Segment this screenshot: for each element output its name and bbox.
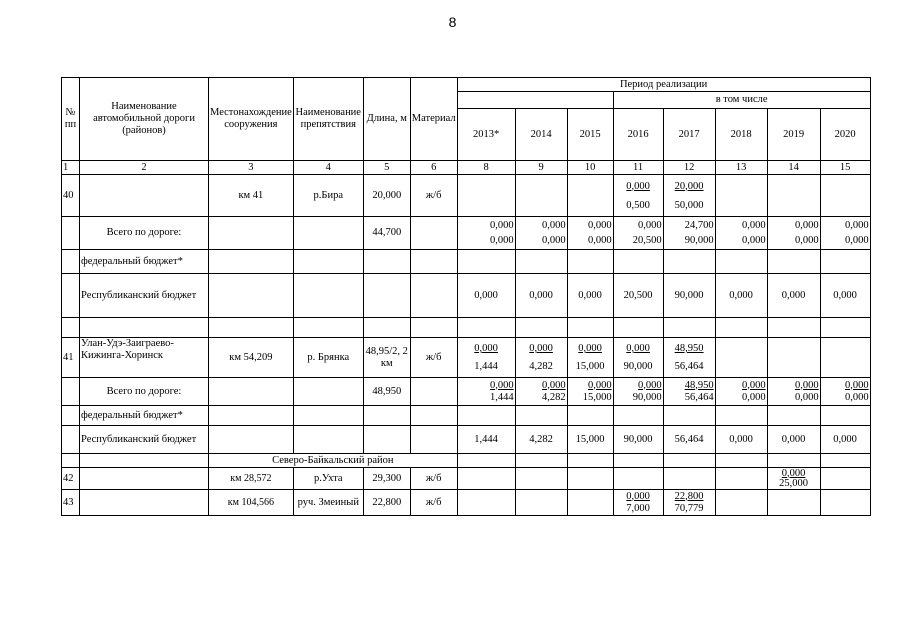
value-cell bbox=[567, 378, 613, 406]
value-cell: 0,000 bbox=[515, 274, 567, 318]
value-cell bbox=[663, 490, 715, 516]
material: ж/б bbox=[410, 490, 457, 516]
value-bottom: 0,000 bbox=[489, 235, 514, 246]
value-bottom: 90,000 bbox=[623, 361, 653, 372]
header-year: 2014 bbox=[515, 109, 567, 161]
value-top: 0,000 bbox=[489, 220, 514, 231]
value-cell bbox=[457, 378, 515, 406]
empty-cell bbox=[363, 426, 410, 454]
empty-cell bbox=[613, 406, 663, 426]
row-num bbox=[62, 406, 80, 426]
header-year: 2019 bbox=[767, 109, 820, 161]
empty-cell bbox=[209, 378, 294, 406]
col-number: 6 bbox=[410, 161, 457, 175]
empty-cell bbox=[767, 490, 820, 516]
value-cell bbox=[613, 175, 663, 217]
value-top: 0,000 bbox=[844, 379, 869, 391]
value-top: 48,950 bbox=[674, 343, 704, 354]
empty-cell bbox=[567, 468, 613, 490]
header-year: 2018 bbox=[715, 109, 767, 161]
row-num bbox=[62, 426, 80, 454]
value-top: 0,000 bbox=[626, 490, 650, 502]
col-number: 14 bbox=[767, 161, 820, 175]
empty-cell bbox=[820, 454, 870, 468]
empty-cell bbox=[410, 318, 457, 338]
col-number: 13 bbox=[715, 161, 767, 175]
value-bottom: 4,282 bbox=[541, 391, 566, 403]
value-cell: 0,000 bbox=[767, 274, 820, 318]
material: ж/б bbox=[410, 175, 457, 217]
empty-cell bbox=[209, 318, 294, 338]
value-top: 20,000 bbox=[674, 180, 704, 192]
realization-table bbox=[61, 77, 871, 516]
empty-cell bbox=[820, 338, 870, 378]
table-row bbox=[62, 338, 871, 378]
empty-cell bbox=[767, 338, 820, 378]
road-name bbox=[80, 490, 209, 516]
empty-cell bbox=[363, 318, 410, 338]
col-number: 2 bbox=[80, 161, 209, 175]
value-top: 0,000 bbox=[637, 379, 662, 391]
material: ж/б bbox=[410, 338, 457, 378]
value-top: 0,000 bbox=[844, 220, 869, 231]
empty-cell bbox=[209, 274, 294, 318]
row-num: 43 bbox=[62, 490, 80, 516]
value-bottom: 0,000 bbox=[587, 235, 612, 246]
empty-cell bbox=[410, 406, 457, 426]
empty-cell bbox=[293, 274, 363, 318]
value-cell bbox=[567, 175, 613, 217]
empty-cell bbox=[80, 454, 209, 468]
empty-cell bbox=[663, 468, 715, 490]
value-bottom: 56,464 bbox=[674, 361, 704, 372]
header-period: Период реализации bbox=[457, 78, 870, 92]
value-bottom: 7,000 bbox=[626, 502, 650, 514]
empty-cell bbox=[515, 454, 567, 468]
empty-cell bbox=[363, 274, 410, 318]
material: ж/б bbox=[410, 468, 457, 490]
empty-cell bbox=[62, 454, 80, 468]
republic-budget-label: Республиканский бюджет bbox=[80, 274, 209, 318]
empty-cell bbox=[410, 426, 457, 454]
empty-cell bbox=[767, 454, 820, 468]
value-top: 0,000 bbox=[587, 379, 612, 391]
value-cell bbox=[820, 217, 870, 250]
empty-cell bbox=[715, 490, 767, 516]
empty-cell bbox=[80, 318, 209, 338]
column-number-row bbox=[62, 161, 871, 175]
value-bottom: 1,444 bbox=[474, 361, 498, 372]
empty-cell bbox=[457, 318, 515, 338]
value-top: 0,000 bbox=[474, 343, 498, 354]
col-number: 5 bbox=[363, 161, 410, 175]
empty-cell bbox=[209, 250, 294, 274]
header-road-name: Наименование автомобильной дороги (районов) bbox=[80, 78, 209, 161]
value-bottom: 0,000 bbox=[541, 235, 566, 246]
header-year: 2015 bbox=[567, 109, 613, 161]
value-top: 0,000 bbox=[541, 220, 566, 231]
header-year: 2020 bbox=[820, 109, 870, 161]
obstacle: р.Ухта bbox=[293, 468, 363, 490]
value-cell: 1,444 bbox=[457, 426, 515, 454]
row-num: 42 bbox=[62, 468, 80, 490]
empty-cell bbox=[715, 318, 767, 338]
empty-cell bbox=[457, 454, 515, 468]
header-empty bbox=[457, 92, 613, 109]
total-label: Всего по дороге: bbox=[80, 217, 209, 250]
empty-cell bbox=[567, 318, 613, 338]
value-bottom: 0,000 bbox=[844, 391, 869, 403]
value-cell: 0,000 bbox=[567, 274, 613, 318]
value-cell bbox=[663, 175, 715, 217]
row-num bbox=[62, 378, 80, 406]
empty-cell bbox=[613, 468, 663, 490]
value-cell bbox=[613, 217, 663, 250]
value-top: 24,700 bbox=[684, 220, 714, 231]
district-label: Северо-Байкальский район bbox=[209, 454, 458, 468]
value-bottom: 70,779 bbox=[674, 502, 704, 514]
empty-cell bbox=[567, 250, 613, 274]
empty-cell bbox=[820, 318, 870, 338]
value-bottom: 1,444 bbox=[489, 391, 514, 403]
value-cell bbox=[820, 175, 870, 217]
value-bottom: 0,500 bbox=[626, 199, 650, 211]
empty-cell bbox=[293, 318, 363, 338]
empty-cell bbox=[62, 318, 80, 338]
value-cell bbox=[715, 175, 767, 217]
value-bottom: 0,000 bbox=[844, 235, 869, 246]
road-name: Улан-Удэ-Заиграево-Кижинга-Хоринск bbox=[80, 338, 209, 378]
header-year: 2016 bbox=[613, 109, 663, 161]
value-cell bbox=[767, 175, 820, 217]
total-label: Всего по дороге: bbox=[80, 378, 209, 406]
location: км 28,572 bbox=[209, 468, 294, 490]
row-num: 41 bbox=[62, 338, 80, 378]
header-num: № пп bbox=[62, 78, 80, 161]
value-cell bbox=[663, 338, 715, 378]
empty-cell bbox=[767, 406, 820, 426]
value-cell: 20,500 bbox=[613, 274, 663, 318]
empty-cell bbox=[567, 490, 613, 516]
value-top: 0,000 bbox=[587, 220, 612, 231]
row-num: 40 bbox=[62, 175, 80, 217]
empty-cell bbox=[410, 378, 457, 406]
empty-cell bbox=[410, 250, 457, 274]
obstacle: р.Бира bbox=[293, 175, 363, 217]
value-top: 0,000 bbox=[637, 220, 662, 231]
value-bottom: 25,000 bbox=[779, 477, 809, 489]
empty-cell bbox=[767, 250, 820, 274]
empty-cell bbox=[715, 250, 767, 274]
col-number: 11 bbox=[613, 161, 663, 175]
federal-budget-row bbox=[62, 406, 871, 426]
empty-cell bbox=[663, 406, 715, 426]
col-number: 8 bbox=[457, 161, 515, 175]
value-bottom: 15,000 bbox=[575, 361, 605, 372]
republic-budget-row bbox=[62, 426, 871, 454]
empty-cell bbox=[363, 406, 410, 426]
value-cell bbox=[663, 217, 715, 250]
empty-cell bbox=[567, 406, 613, 426]
header-location: Местонахождение сооружения bbox=[209, 78, 294, 161]
col-number: 4 bbox=[293, 161, 363, 175]
obstacle bbox=[293, 217, 363, 250]
total-row bbox=[62, 378, 871, 406]
value-cell: 0,000 bbox=[767, 426, 820, 454]
empty-cell bbox=[515, 406, 567, 426]
value-cell bbox=[457, 217, 515, 250]
page-number: 8 bbox=[448, 14, 457, 30]
empty-cell bbox=[293, 250, 363, 274]
value-cell bbox=[457, 338, 515, 378]
district-row bbox=[62, 454, 871, 468]
value-cell bbox=[515, 175, 567, 217]
material bbox=[410, 217, 457, 250]
value-cell: 56,464 bbox=[663, 426, 715, 454]
empty-cell bbox=[457, 406, 515, 426]
empty-cell bbox=[613, 318, 663, 338]
empty-cell bbox=[613, 454, 663, 468]
value-bottom: 0,000 bbox=[794, 391, 819, 403]
header-including: в том числе bbox=[613, 92, 870, 109]
road-name bbox=[80, 468, 209, 490]
empty-cell bbox=[715, 468, 767, 490]
federal-budget-label: федеральный бюджет* bbox=[80, 250, 209, 274]
value-cell bbox=[767, 217, 820, 250]
value-bottom: 50,000 bbox=[674, 199, 704, 211]
header-year: 2017 bbox=[663, 109, 715, 161]
location: км 104,566 bbox=[209, 490, 294, 516]
value-top: 22,800 bbox=[674, 490, 704, 502]
value-cell bbox=[715, 378, 767, 406]
value-bottom: 0,000 bbox=[794, 235, 819, 246]
empty-cell bbox=[209, 426, 294, 454]
empty-cell bbox=[457, 468, 515, 490]
value-top: 0,000 bbox=[489, 379, 514, 391]
empty-cell bbox=[613, 250, 663, 274]
length: 22,800 bbox=[363, 490, 410, 516]
value-bottom: 0,000 bbox=[741, 235, 766, 246]
value-top: 0,000 bbox=[741, 379, 766, 391]
value-cell: 0,000 bbox=[820, 426, 870, 454]
value-cell bbox=[715, 217, 767, 250]
value-top: 0,000 bbox=[794, 220, 819, 231]
empty-cell bbox=[663, 250, 715, 274]
value-cell: 0,000 bbox=[457, 274, 515, 318]
empty-cell bbox=[663, 454, 715, 468]
empty-cell bbox=[715, 454, 767, 468]
row-num bbox=[62, 274, 80, 318]
value-top: 0,000 bbox=[741, 220, 766, 231]
value-top: 0,000 bbox=[794, 379, 819, 391]
value-cell: 0,000 bbox=[820, 274, 870, 318]
empty-cell bbox=[820, 250, 870, 274]
col-number: 12 bbox=[663, 161, 715, 175]
empty-cell bbox=[820, 468, 870, 490]
value-bottom: 4,282 bbox=[529, 361, 553, 372]
empty-cell bbox=[457, 250, 515, 274]
value-cell: 15,000 bbox=[567, 426, 613, 454]
republic-budget-row bbox=[62, 274, 871, 318]
value-cell bbox=[613, 378, 663, 406]
col-number: 15 bbox=[820, 161, 870, 175]
empty-cell bbox=[515, 468, 567, 490]
value-top: 0,000 bbox=[578, 343, 602, 354]
empty-cell bbox=[767, 318, 820, 338]
value-cell: 90,000 bbox=[613, 426, 663, 454]
value-bottom: 20,500 bbox=[632, 235, 662, 246]
length: 29,300 bbox=[363, 468, 410, 490]
republic-budget-label: Республиканский бюджет bbox=[80, 426, 209, 454]
value-top: 0,000 bbox=[541, 379, 566, 391]
value-cell bbox=[515, 378, 567, 406]
value-cell: 90,000 bbox=[663, 274, 715, 318]
table-row bbox=[62, 490, 871, 516]
table-row bbox=[62, 468, 871, 490]
federal-budget-label: федеральный бюджет* bbox=[80, 406, 209, 426]
empty-cell bbox=[663, 318, 715, 338]
length: 48,95/2, 2 км bbox=[363, 338, 410, 378]
table-row bbox=[62, 175, 871, 217]
length: 44,700 bbox=[363, 217, 410, 250]
value-cell bbox=[567, 338, 613, 378]
value-cell bbox=[767, 468, 820, 490]
road-name bbox=[80, 175, 209, 217]
col-number: 9 bbox=[515, 161, 567, 175]
empty-cell bbox=[293, 406, 363, 426]
empty-cell bbox=[820, 490, 870, 516]
location bbox=[209, 217, 294, 250]
empty-cell bbox=[515, 490, 567, 516]
value-bottom: 15,000 bbox=[582, 391, 612, 403]
value-cell bbox=[567, 217, 613, 250]
length: 20,000 bbox=[363, 175, 410, 217]
header-obstacle: Наименование препятствия bbox=[293, 78, 363, 161]
value-bottom: 0,000 bbox=[741, 391, 766, 403]
empty-cell bbox=[293, 378, 363, 406]
empty-cell bbox=[515, 318, 567, 338]
value-top: 0,000 bbox=[781, 467, 806, 479]
empty-cell bbox=[820, 406, 870, 426]
value-cell bbox=[820, 378, 870, 406]
col-number: 10 bbox=[567, 161, 613, 175]
value-bottom: 90,000 bbox=[684, 235, 714, 246]
value-cell: 0,000 bbox=[715, 274, 767, 318]
empty-cell bbox=[410, 274, 457, 318]
spacer-row bbox=[62, 318, 871, 338]
value-top: 0,000 bbox=[626, 343, 650, 354]
obstacle: руч. Змеиный bbox=[293, 490, 363, 516]
value-cell: 0,000 bbox=[715, 426, 767, 454]
value-bottom: 56,464 bbox=[684, 391, 714, 403]
empty-cell bbox=[293, 426, 363, 454]
value-cell bbox=[613, 338, 663, 378]
header-material: Материал bbox=[410, 78, 457, 161]
empty-cell bbox=[715, 338, 767, 378]
empty-cell bbox=[567, 454, 613, 468]
header-length: Длина, м bbox=[363, 78, 410, 161]
value-cell bbox=[515, 338, 567, 378]
value-top: 0,000 bbox=[626, 180, 650, 192]
value-top: 0,000 bbox=[529, 343, 553, 354]
location: км 41 bbox=[209, 175, 294, 217]
empty-cell bbox=[515, 250, 567, 274]
empty-cell bbox=[457, 490, 515, 516]
header-year: 2013* bbox=[457, 109, 515, 161]
value-bottom: 90,000 bbox=[632, 391, 662, 403]
value-cell bbox=[663, 378, 715, 406]
length: 48,950 bbox=[363, 378, 410, 406]
row-num bbox=[62, 217, 80, 250]
empty-cell bbox=[363, 250, 410, 274]
value-cell bbox=[767, 378, 820, 406]
federal-budget-row bbox=[62, 250, 871, 274]
value-top: 48,950 bbox=[684, 379, 714, 391]
value-cell bbox=[457, 175, 515, 217]
col-number: 1 bbox=[62, 161, 80, 175]
empty-cell bbox=[715, 406, 767, 426]
value-cell bbox=[613, 490, 663, 516]
obstacle: р. Брянка bbox=[293, 338, 363, 378]
total-row bbox=[62, 217, 871, 250]
location: км 54,209 bbox=[209, 338, 294, 378]
row-num bbox=[62, 250, 80, 274]
col-number: 3 bbox=[209, 161, 294, 175]
value-cell: 4,282 bbox=[515, 426, 567, 454]
value-cell bbox=[515, 217, 567, 250]
empty-cell bbox=[209, 406, 294, 426]
